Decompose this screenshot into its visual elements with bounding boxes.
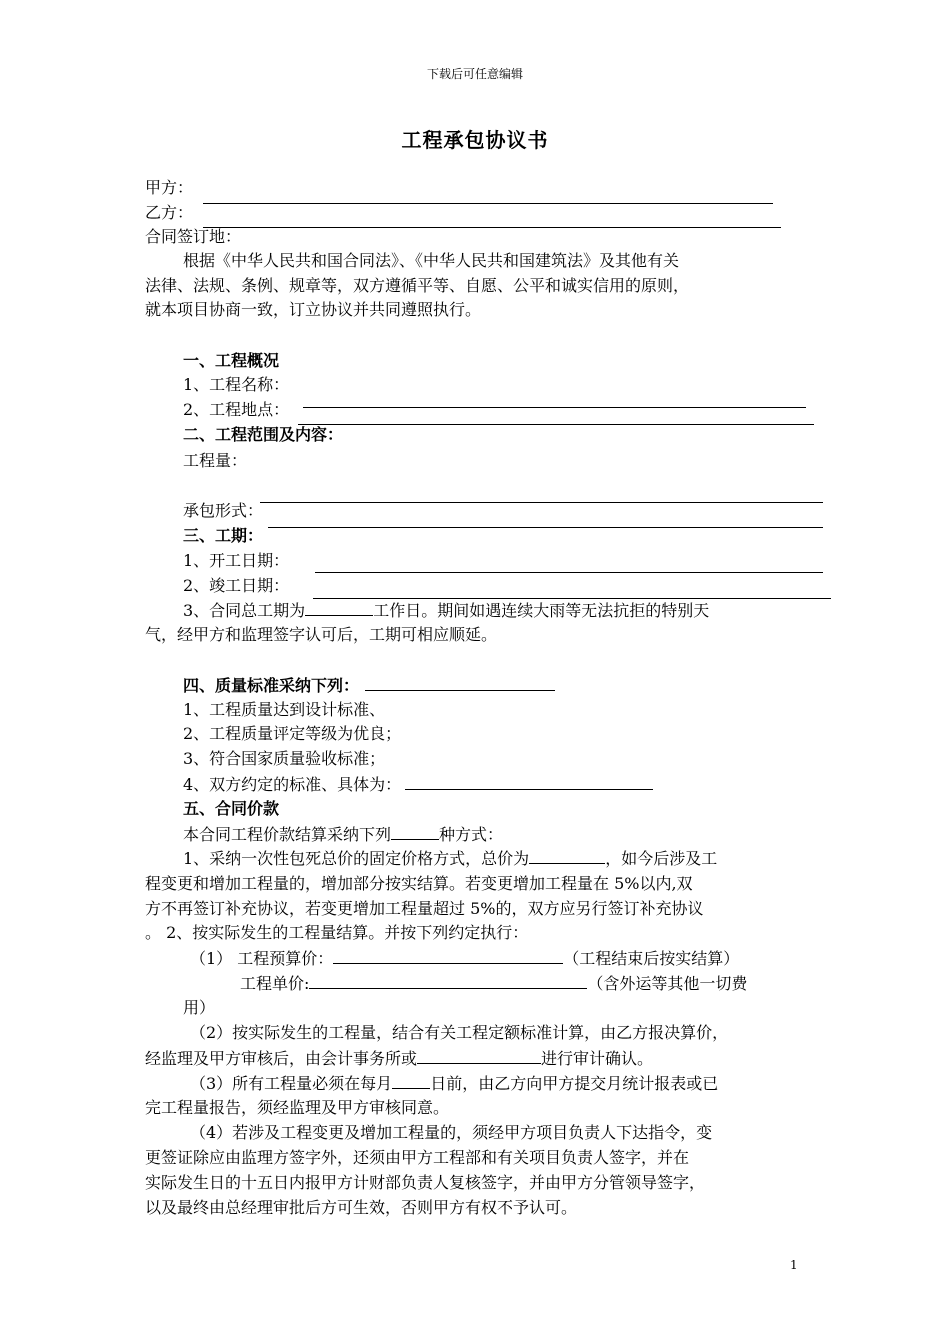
quantity-label: 工程量： xyxy=(183,451,248,470)
method-1-line-1 xyxy=(183,846,717,871)
section-2-heading: 二、工程范围及内容： xyxy=(183,425,344,444)
sign-place-label: 合同签订地： xyxy=(145,227,242,246)
section-3-heading: 三、工期： xyxy=(183,526,264,545)
quality-standard-blank xyxy=(365,673,555,691)
quality-heading-line xyxy=(183,673,555,698)
total-days-blank xyxy=(305,598,373,616)
clause-4-line-2: 更签证除应由监理方签字外，还须由甲方工程部和有关项目负责人签字，并在 xyxy=(145,1148,690,1167)
method-2-line: 。 2、按实际发生的工程量结算。并按下列约定执行： xyxy=(145,923,529,942)
quality-item-4: 4、双方约定的标准、具体为： xyxy=(183,775,402,794)
contract-form-line xyxy=(260,502,823,503)
quality-item-4-line xyxy=(183,772,653,797)
price-intro-b: 种方式： xyxy=(439,825,504,844)
clause-4-line-3: 实际发生日的十五日内报甲方计财部负责人复核签字，并由甲方分管领导签字， xyxy=(145,1173,706,1192)
scope-line xyxy=(298,424,814,425)
clause-3-text-b: 日前，由乙方向甲方提交月统计报表或已 xyxy=(430,1074,719,1093)
clause-3-line-1 xyxy=(190,1071,718,1096)
section-1-heading: 一、工程概况 xyxy=(183,351,280,370)
start-date-label: 1、开工日期： xyxy=(183,551,290,570)
budget-price-note: （工程结束后按实结算） xyxy=(563,949,740,968)
budget-price-line xyxy=(190,946,739,971)
unit-price-label: 工程单价: xyxy=(240,974,310,993)
unit-price-line xyxy=(240,971,747,996)
quality-item-4-blank xyxy=(405,772,653,790)
clause-3-text-a: （3）所有工程量必须在每月 xyxy=(190,1074,393,1093)
section-4-heading: 四、质量标准采纳下列： xyxy=(183,676,360,695)
party-b-line xyxy=(203,227,781,228)
unit-price-note: （含外运等其他一切费 xyxy=(587,974,748,993)
quality-item-2: 2、工程质量评定等级为优良； xyxy=(183,724,402,743)
section-5-heading: 五、合同价款 xyxy=(183,799,280,818)
contract-form-label: 承包形式： xyxy=(183,501,264,520)
unit-price-note-end: 用） xyxy=(183,998,216,1017)
download-note: 下载后可任意编辑 xyxy=(426,67,523,81)
project-location-label: 2、工程地点： xyxy=(183,400,290,419)
method-1-text-a: 1、采纳一次性包死总价的固定价格方式，总价为 xyxy=(183,849,530,868)
auditor-blank xyxy=(417,1046,541,1064)
duration-line xyxy=(268,527,823,528)
method-1-line-3: 方不再签订补充协议，若变更增加工程量超过 5%的，双方应另行签订补充协议 xyxy=(145,899,704,918)
total-duration-text-a: 3、合同总工期为 xyxy=(183,601,306,620)
clause-4-line-1: （4）若涉及工程变更及增加工程量的，须经甲方项目负责人下达指令，变 xyxy=(190,1123,713,1142)
budget-price-blank xyxy=(333,946,563,964)
quality-item-1: 1、工程质量达到设计标准、 xyxy=(183,700,386,719)
clause-2-text-b: 进行审计确认。 xyxy=(541,1049,654,1068)
clause-2-text-a: 经监理及甲方审核后，由会计事务所或 xyxy=(145,1049,418,1068)
page-number: 1 xyxy=(790,1258,798,1272)
project-location-line xyxy=(303,407,806,408)
method-1-line-2: 程变更和增加工程量的，增加部分按实结算。若变更增加工程量在 5%以内,双 xyxy=(145,874,693,893)
total-duration-line-2: 气，经甲方和监理签字认可后，工期可相应顺延。 xyxy=(145,625,498,644)
party-a-label: 甲方： xyxy=(145,178,194,197)
clause-2-line-1: （2）按实际发生的工程量，结合有关工程定额标准计算，由乙方报决算价， xyxy=(190,1023,729,1042)
document-title: 工程承包协议书 xyxy=(401,128,549,152)
price-intro-line xyxy=(183,822,503,847)
preamble-line-3: 就本项目协商一致，订立协议并共同遵照执行。 xyxy=(145,300,482,319)
budget-price-label: （1） 工程预算价： xyxy=(190,949,334,968)
preamble-line-1: 根据《中华人民共和国合同法》、《中华人民共和国建筑法》及其他有关 xyxy=(183,251,680,270)
total-duration-line-1 xyxy=(183,598,709,623)
clause-2-line-2 xyxy=(145,1046,653,1071)
start-date-line xyxy=(315,572,823,573)
price-intro-a: 本合同工程价款结算采纳下列 xyxy=(183,825,392,844)
monthly-day-blank xyxy=(392,1071,430,1089)
preamble-line-2: 法律、法规、条例、规章等，双方遵循平等、自愿、公平和诚实信用的原则， xyxy=(145,276,690,295)
finish-date-label: 2、竣工日期： xyxy=(183,576,290,595)
quality-item-3: 3、符合国家质量验收标准； xyxy=(183,749,386,768)
clause-3-line-2: 完工程量报告，须经监理及甲方审核同意。 xyxy=(145,1098,450,1117)
unit-price-blank xyxy=(309,971,587,989)
project-name-label: 1、工程名称： xyxy=(183,375,290,394)
clause-4-line-4: 以及最终由总经理审批后方可生效，否则甲方有权不予认可。 xyxy=(145,1198,578,1217)
total-duration-text-b: 工作日。期间如遇连续大雨等无法抗拒的特别天 xyxy=(373,601,710,620)
method-1-text-b: ，如今后涉及工 xyxy=(605,849,718,868)
party-b-label: 乙方： xyxy=(145,203,194,222)
party-a-line xyxy=(203,203,773,204)
total-price-blank xyxy=(529,846,605,864)
price-method-blank xyxy=(391,822,439,840)
